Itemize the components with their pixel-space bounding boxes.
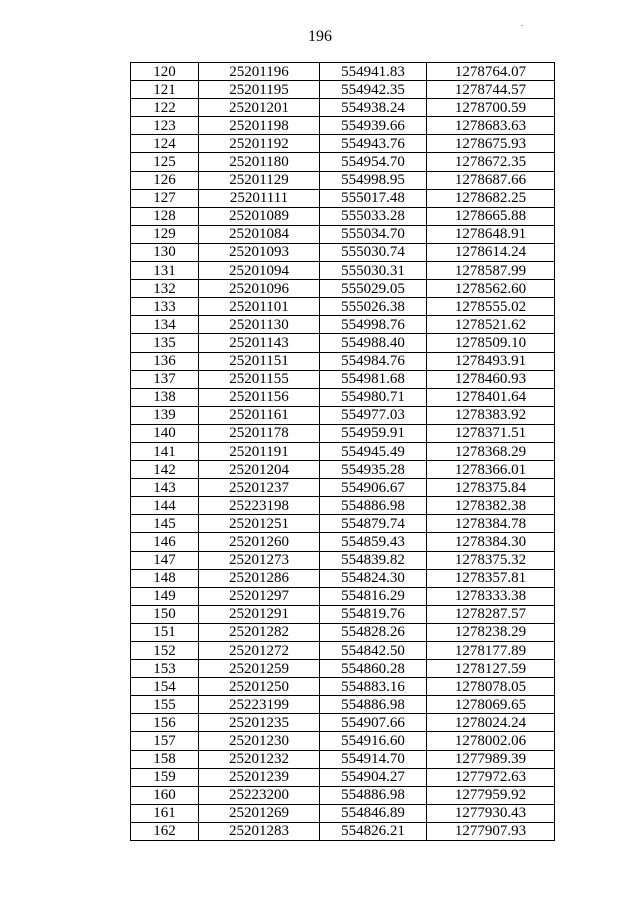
point-id-cell: 25201235 bbox=[199, 714, 320, 732]
x-coordinate-cell: 554860.28 bbox=[320, 660, 427, 678]
table-row bbox=[131, 298, 555, 316]
x-coordinate-cell: 554883.16 bbox=[320, 678, 427, 696]
point-id-cell: 25201195 bbox=[199, 81, 320, 99]
x-coordinate-cell: 554959.91 bbox=[320, 424, 427, 442]
point-id-cell: 25201089 bbox=[199, 207, 320, 225]
table-row bbox=[131, 768, 555, 786]
y-coordinate-cell: 1278177.89 bbox=[427, 642, 555, 660]
table-row bbox=[131, 117, 555, 135]
row-number-cell: 126 bbox=[131, 171, 199, 189]
y-coordinate-cell: 1278509.10 bbox=[427, 334, 555, 352]
table-row bbox=[131, 732, 555, 750]
y-coordinate-cell: 1278357.81 bbox=[427, 569, 555, 587]
row-number-cell: 157 bbox=[131, 732, 199, 750]
x-coordinate-cell: 554988.40 bbox=[320, 334, 427, 352]
row-number-cell: 147 bbox=[131, 551, 199, 569]
point-id-cell: 25201282 bbox=[199, 623, 320, 641]
row-number-cell: 127 bbox=[131, 189, 199, 207]
row-number-cell: 139 bbox=[131, 406, 199, 424]
row-number-cell: 125 bbox=[131, 153, 199, 171]
row-number-cell: 138 bbox=[131, 388, 199, 406]
row-number-cell: 135 bbox=[131, 334, 199, 352]
x-coordinate-cell: 554998.95 bbox=[320, 171, 427, 189]
row-number-cell: 158 bbox=[131, 750, 199, 768]
table-row bbox=[131, 243, 555, 261]
row-number-cell: 129 bbox=[131, 225, 199, 243]
x-coordinate-cell: 554984.76 bbox=[320, 352, 427, 370]
x-coordinate-cell: 554886.98 bbox=[320, 696, 427, 714]
point-id-cell: 25201198 bbox=[199, 117, 320, 135]
table-row bbox=[131, 424, 555, 442]
point-id-cell: 25223198 bbox=[199, 497, 320, 515]
row-number-cell: 160 bbox=[131, 786, 199, 804]
y-coordinate-cell: 1278069.65 bbox=[427, 696, 555, 714]
row-number-cell: 144 bbox=[131, 497, 199, 515]
y-coordinate-cell: 1278665.88 bbox=[427, 207, 555, 225]
point-id-cell: 25201201 bbox=[199, 99, 320, 117]
point-id-cell: 25201259 bbox=[199, 660, 320, 678]
row-number-cell: 151 bbox=[131, 623, 199, 641]
x-coordinate-cell: 554943.76 bbox=[320, 135, 427, 153]
table-row bbox=[131, 316, 555, 334]
y-coordinate-cell: 1278375.84 bbox=[427, 479, 555, 497]
y-coordinate-cell: 1277930.43 bbox=[427, 804, 555, 822]
y-coordinate-cell: 1278683.63 bbox=[427, 117, 555, 135]
point-id-cell: 25201273 bbox=[199, 551, 320, 569]
point-id-cell: 25201237 bbox=[199, 479, 320, 497]
point-id-cell: 25201101 bbox=[199, 298, 320, 316]
row-number-cell: 159 bbox=[131, 768, 199, 786]
x-coordinate-cell: 554935.28 bbox=[320, 461, 427, 479]
y-coordinate-cell: 1278614.24 bbox=[427, 243, 555, 261]
y-coordinate-cell: 1278700.59 bbox=[427, 99, 555, 117]
y-coordinate-cell: 1278675.93 bbox=[427, 135, 555, 153]
y-coordinate-cell: 1278384.30 bbox=[427, 533, 555, 551]
y-coordinate-cell: 1277989.39 bbox=[427, 750, 555, 768]
point-id-cell: 25201178 bbox=[199, 424, 320, 442]
y-coordinate-cell: 1278401.64 bbox=[427, 388, 555, 406]
table-row bbox=[131, 388, 555, 406]
row-number-cell: 146 bbox=[131, 533, 199, 551]
y-coordinate-cell: 1278562.60 bbox=[427, 280, 555, 298]
point-id-cell: 25201286 bbox=[199, 569, 320, 587]
table-row bbox=[131, 533, 555, 551]
x-coordinate-cell: 554886.98 bbox=[320, 497, 427, 515]
table-row bbox=[131, 225, 555, 243]
row-number-cell: 152 bbox=[131, 642, 199, 660]
table-row bbox=[131, 81, 555, 99]
y-coordinate-cell: 1278687.66 bbox=[427, 171, 555, 189]
y-coordinate-cell: 1278383.92 bbox=[427, 406, 555, 424]
x-coordinate-cell: 554879.74 bbox=[320, 515, 427, 533]
row-number-cell: 128 bbox=[131, 207, 199, 225]
row-number-cell: 153 bbox=[131, 660, 199, 678]
y-coordinate-cell: 1278493.91 bbox=[427, 352, 555, 370]
point-id-cell: 25201204 bbox=[199, 461, 320, 479]
y-coordinate-cell: 1278368.29 bbox=[427, 442, 555, 460]
y-coordinate-cell: 1278238.29 bbox=[427, 623, 555, 641]
y-coordinate-cell: 1278382.38 bbox=[427, 497, 555, 515]
point-id-cell: 25201096 bbox=[199, 280, 320, 298]
y-coordinate-cell: 1278682.25 bbox=[427, 189, 555, 207]
table-row bbox=[131, 515, 555, 533]
y-coordinate-cell: 1278555.02 bbox=[427, 298, 555, 316]
point-id-cell: 25201283 bbox=[199, 822, 320, 840]
table-row bbox=[131, 207, 555, 225]
table-row bbox=[131, 786, 555, 804]
table-row bbox=[131, 479, 555, 497]
row-number-cell: 154 bbox=[131, 678, 199, 696]
row-number-cell: 155 bbox=[131, 696, 199, 714]
x-coordinate-cell: 554828.26 bbox=[320, 623, 427, 641]
point-id-cell: 25223200 bbox=[199, 786, 320, 804]
point-id-cell: 25201111 bbox=[199, 189, 320, 207]
y-coordinate-cell: 1277959.92 bbox=[427, 786, 555, 804]
table-row bbox=[131, 135, 555, 153]
table-row bbox=[131, 461, 555, 479]
table-row bbox=[131, 171, 555, 189]
x-coordinate-cell: 554846.89 bbox=[320, 804, 427, 822]
row-number-cell: 149 bbox=[131, 587, 199, 605]
y-coordinate-cell: 1278375.32 bbox=[427, 551, 555, 569]
row-number-cell: 162 bbox=[131, 822, 199, 840]
point-id-cell: 25201230 bbox=[199, 732, 320, 750]
point-id-cell: 25201250 bbox=[199, 678, 320, 696]
table-row bbox=[131, 189, 555, 207]
x-coordinate-cell: 554824.30 bbox=[320, 569, 427, 587]
x-coordinate-cell: 554942.35 bbox=[320, 81, 427, 99]
point-id-cell: 25201269 bbox=[199, 804, 320, 822]
point-id-cell: 25201151 bbox=[199, 352, 320, 370]
y-coordinate-cell: 1277972.63 bbox=[427, 768, 555, 786]
x-coordinate-cell: 555030.74 bbox=[320, 243, 427, 261]
row-number-cell: 132 bbox=[131, 280, 199, 298]
point-id-cell: 25201180 bbox=[199, 153, 320, 171]
x-coordinate-cell: 554859.43 bbox=[320, 533, 427, 551]
point-id-cell: 25201251 bbox=[199, 515, 320, 533]
y-coordinate-cell: 1278384.78 bbox=[427, 515, 555, 533]
row-number-cell: 142 bbox=[131, 461, 199, 479]
point-id-cell: 25201272 bbox=[199, 642, 320, 660]
point-id-cell: 25201196 bbox=[199, 63, 320, 81]
table-row bbox=[131, 804, 555, 822]
row-number-cell: 123 bbox=[131, 117, 199, 135]
table-row bbox=[131, 714, 555, 732]
x-coordinate-cell: 554977.03 bbox=[320, 406, 427, 424]
table-row bbox=[131, 442, 555, 460]
x-coordinate-cell: 554941.83 bbox=[320, 63, 427, 81]
point-id-cell: 25201297 bbox=[199, 587, 320, 605]
page-number: 196 bbox=[308, 28, 332, 45]
x-coordinate-cell: 554907.66 bbox=[320, 714, 427, 732]
y-coordinate-cell: 1278024.24 bbox=[427, 714, 555, 732]
point-id-cell: 25223199 bbox=[199, 696, 320, 714]
table-row bbox=[131, 370, 555, 388]
row-number-cell: 122 bbox=[131, 99, 199, 117]
point-id-cell: 25201232 bbox=[199, 750, 320, 768]
y-coordinate-cell: 1278127.59 bbox=[427, 660, 555, 678]
x-coordinate-cell: 555017.48 bbox=[320, 189, 427, 207]
table-row bbox=[131, 642, 555, 660]
row-number-cell: 134 bbox=[131, 316, 199, 334]
row-number-cell: 143 bbox=[131, 479, 199, 497]
y-coordinate-cell: 1278587.99 bbox=[427, 262, 555, 280]
table-row bbox=[131, 822, 555, 840]
row-number-cell: 130 bbox=[131, 243, 199, 261]
point-id-cell: 25201129 bbox=[199, 171, 320, 189]
point-id-cell: 25201161 bbox=[199, 406, 320, 424]
point-id-cell: 25201156 bbox=[199, 388, 320, 406]
point-id-cell: 25201143 bbox=[199, 334, 320, 352]
y-coordinate-cell: 1278764.07 bbox=[427, 63, 555, 81]
point-id-cell: 25201155 bbox=[199, 370, 320, 388]
x-coordinate-cell: 554842.50 bbox=[320, 642, 427, 660]
table-row bbox=[131, 750, 555, 768]
y-coordinate-cell: 1277907.93 bbox=[427, 822, 555, 840]
table-row bbox=[131, 660, 555, 678]
x-coordinate-cell: 555033.28 bbox=[320, 207, 427, 225]
table-row bbox=[131, 63, 555, 81]
x-coordinate-cell: 554904.27 bbox=[320, 768, 427, 786]
scan-mark: . bbox=[521, 19, 523, 28]
x-coordinate-cell: 554945.49 bbox=[320, 442, 427, 460]
point-id-cell: 25201094 bbox=[199, 262, 320, 280]
coordinates-table-body bbox=[131, 63, 555, 841]
x-coordinate-cell: 554938.24 bbox=[320, 99, 427, 117]
x-coordinate-cell: 554939.66 bbox=[320, 117, 427, 135]
y-coordinate-cell: 1278521.62 bbox=[427, 316, 555, 334]
table-row bbox=[131, 623, 555, 641]
table-row bbox=[131, 696, 555, 714]
x-coordinate-cell: 554954.70 bbox=[320, 153, 427, 171]
row-number-cell: 145 bbox=[131, 515, 199, 533]
x-coordinate-cell: 554981.68 bbox=[320, 370, 427, 388]
y-coordinate-cell: 1278648.91 bbox=[427, 225, 555, 243]
table-row bbox=[131, 262, 555, 280]
table-row bbox=[131, 605, 555, 623]
x-coordinate-cell: 554998.76 bbox=[320, 316, 427, 334]
row-number-cell: 136 bbox=[131, 352, 199, 370]
x-coordinate-cell: 554916.60 bbox=[320, 732, 427, 750]
x-coordinate-cell: 554914.70 bbox=[320, 750, 427, 768]
row-number-cell: 140 bbox=[131, 424, 199, 442]
table-row bbox=[131, 334, 555, 352]
x-coordinate-cell: 554819.76 bbox=[320, 605, 427, 623]
row-number-cell: 121 bbox=[131, 81, 199, 99]
table-row bbox=[131, 569, 555, 587]
point-id-cell: 25201239 bbox=[199, 768, 320, 786]
x-coordinate-cell: 555026.38 bbox=[320, 298, 427, 316]
x-coordinate-cell: 555030.31 bbox=[320, 262, 427, 280]
y-coordinate-cell: 1278078.05 bbox=[427, 678, 555, 696]
row-number-cell: 120 bbox=[131, 63, 199, 81]
point-id-cell: 25201291 bbox=[199, 605, 320, 623]
table-row bbox=[131, 352, 555, 370]
x-coordinate-cell: 554826.21 bbox=[320, 822, 427, 840]
point-id-cell: 25201130 bbox=[199, 316, 320, 334]
row-number-cell: 137 bbox=[131, 370, 199, 388]
y-coordinate-cell: 1278672.35 bbox=[427, 153, 555, 171]
x-coordinate-cell: 555034.70 bbox=[320, 225, 427, 243]
row-number-cell: 124 bbox=[131, 135, 199, 153]
coordinates-table bbox=[130, 62, 555, 841]
x-coordinate-cell: 554886.98 bbox=[320, 786, 427, 804]
row-number-cell: 150 bbox=[131, 605, 199, 623]
table-row bbox=[131, 678, 555, 696]
table-row bbox=[131, 497, 555, 515]
x-coordinate-cell: 554839.82 bbox=[320, 551, 427, 569]
y-coordinate-cell: 1278460.93 bbox=[427, 370, 555, 388]
table-row bbox=[131, 99, 555, 117]
x-coordinate-cell: 554906.67 bbox=[320, 479, 427, 497]
x-coordinate-cell: 554980.71 bbox=[320, 388, 427, 406]
y-coordinate-cell: 1278366.01 bbox=[427, 461, 555, 479]
point-id-cell: 25201084 bbox=[199, 225, 320, 243]
table-row bbox=[131, 406, 555, 424]
y-coordinate-cell: 1278371.51 bbox=[427, 424, 555, 442]
point-id-cell: 25201093 bbox=[199, 243, 320, 261]
row-number-cell: 141 bbox=[131, 442, 199, 460]
x-coordinate-cell: 554816.29 bbox=[320, 587, 427, 605]
y-coordinate-cell: 1278002.06 bbox=[427, 732, 555, 750]
y-coordinate-cell: 1278744.57 bbox=[427, 81, 555, 99]
table-row bbox=[131, 587, 555, 605]
row-number-cell: 131 bbox=[131, 262, 199, 280]
point-id-cell: 25201191 bbox=[199, 442, 320, 460]
x-coordinate-cell: 555029.05 bbox=[320, 280, 427, 298]
table-row bbox=[131, 551, 555, 569]
row-number-cell: 156 bbox=[131, 714, 199, 732]
row-number-cell: 161 bbox=[131, 804, 199, 822]
y-coordinate-cell: 1278287.57 bbox=[427, 605, 555, 623]
point-id-cell: 25201192 bbox=[199, 135, 320, 153]
row-number-cell: 148 bbox=[131, 569, 199, 587]
table-row bbox=[131, 153, 555, 171]
table-row bbox=[131, 280, 555, 298]
y-coordinate-cell: 1278333.38 bbox=[427, 587, 555, 605]
point-id-cell: 25201260 bbox=[199, 533, 320, 551]
row-number-cell: 133 bbox=[131, 298, 199, 316]
